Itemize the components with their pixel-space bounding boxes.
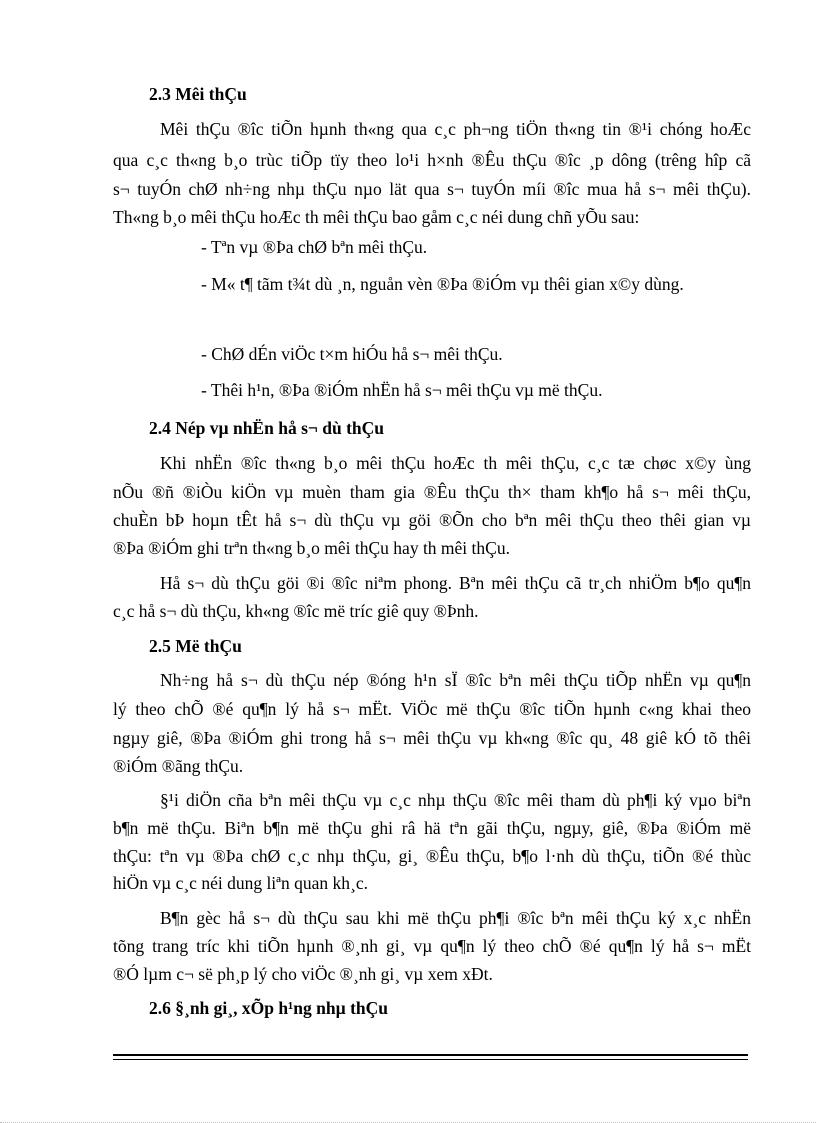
section-heading-2-4: 2.4 Nép vµ nhËn hå s¬ dù thÇu bbox=[149, 418, 385, 438]
paragraph-line: Nh÷ng hå s¬ dù thÇu nép ®óng h¹n sÏ ®îc bªn mêi thÇu tiÕp nhËn vµ qu¶n bbox=[160, 670, 751, 690]
bullet-item: - M« t¶ tãm t¾t dù ¸n, nguån vèn ®Þa ®iÓm vµ thêi gian x©y dùng. bbox=[201, 274, 684, 294]
paragraph-line: §¹i diÖn cña bªn mêi thÇu vµ c¸c nhµ thÇu ®îc mêi tham dù ph¶i ký vµo biªn bbox=[160, 790, 751, 810]
paragraph-line: ®Þa ®iÓm ghi trªn th«ng b¸o mêi thÇu hay th mêi thÇu. bbox=[113, 538, 510, 558]
bullet-item: - Thêi h¹n, ®Þa ®iÓm nhËn hå s¬ mêi thÇu vµ më thÇu. bbox=[201, 380, 603, 400]
paragraph-line: chuÈn bÞ hoµn tÊt hå s¬ dù thÇu vµ göi ®Õn cho bªn mêi thÇu theo thêi gian vµ bbox=[113, 510, 751, 530]
footer-rule-bottom bbox=[113, 1059, 748, 1060]
section-heading-2-6: 2.6 §¸nh gi¸, xÕp h¹ng nhµ thÇu bbox=[149, 998, 389, 1018]
section-heading-2-3: 2.3 Mêi thÇu bbox=[149, 84, 247, 104]
paragraph-line: Th«ng b¸o mêi thÇu hoÆc th mêi thÇu bao gåm c¸c néi dung chñ yÕu sau: bbox=[113, 207, 640, 227]
footer-rule-top bbox=[113, 1054, 748, 1056]
paragraph-line: b¶n më thÇu. Biªn b¶n më thÇu ghi râ hä tªn gãi thÇu, ngµy, giê, ®Þa ®iÓm më bbox=[113, 818, 751, 838]
paragraph-line: B¶n gèc hå s¬ dù thÇu sau khi më thÇu ph¶i ®îc bªn mêi thÇu ký x¸c nhËn bbox=[160, 908, 751, 928]
paragraph-line: ®Ó lµm c¬ së ph¸p lý cho viÖc ®¸nh gi¸ vµ xem xÐt. bbox=[113, 964, 493, 984]
paragraph-line: nÕu ®ñ ®iÒu kiÖn vµ muèn tham gia ®Êu thÇu th× tham kh¶o hå s¬ mêi thÇu, bbox=[113, 482, 751, 502]
paragraph-line: Khi nhËn ®îc th«ng b¸o mêi thÇu hoÆc th mêi thÇu, c¸c tæ chøc x©y ùng bbox=[160, 453, 751, 473]
bullet-item: - Tªn vµ ®Þa chØ bªn mêi thÇu. bbox=[201, 237, 428, 257]
section-heading-2-5: 2.5 Më thÇu bbox=[149, 636, 242, 656]
paragraph-line: lý theo chÕ ®é qu¶n lý hå s¬ mËt. ViÖc më thÇu ®îc tiÕn hµnh c«ng khai theo bbox=[113, 699, 751, 719]
paragraph-line: Hå s¬ dù thÇu göi ®i ®îc niªm phong. Bªn mêi thÇu cã tr¸ch nhiÖm b¶o qu¶n bbox=[160, 573, 751, 593]
paragraph-line: ngµy giê, ®Þa ®iÓm ghi trong hå s¬ mêi thÇu vµ kh«ng ®îc qu¸ 48 giê kÓ tõ thêi bbox=[113, 728, 751, 748]
paragraph-line: thÇu: tªn vµ ®Þa chØ c¸c nhµ thÇu, gi¸ ®Êu thÇu, b¶o l·nh dù thÇu, tiÕn ®é thùc bbox=[113, 846, 751, 866]
paragraph-line: tõng trang tríc khi tiÕn hµnh ®¸nh gi¸ vµ qu¶n lý theo chÕ ®é qu¶n lý hå s¬ mËt bbox=[113, 936, 751, 956]
paragraph-line: hiÖn vµ c¸c néi dung liªn quan kh¸c. bbox=[113, 873, 368, 893]
paragraph-line: qua c¸c th«ng b¸o trùc tiÕp tïy theo lo¹i h×nh ®Êu thÇu ®îc ¸p dông (trêng hîp cã bbox=[113, 150, 751, 170]
paragraph-line: Mêi thÇu ®îc tiÕn hµnh th«ng qua c¸c ph¬ng tiÖn th«ng tin ®¹i chóng hoÆc bbox=[160, 119, 751, 139]
paragraph-line: c¸c hå s¬ dù thÇu, kh«ng ®îc më tríc giê quy ®Þnh. bbox=[113, 601, 479, 621]
paragraph-line: s¬ tuyÓn chØ nh÷ng nhµ thÇu nµo lät qua s¬ tuyÓn míi ®îc mua hå s¬ mêi thÇu). bbox=[113, 179, 751, 199]
bullet-item: - ChØ dÉn viÖc t×m hiÓu hå s¬ mêi thÇu. bbox=[201, 344, 503, 364]
paragraph-line: ®iÓm ®ãng thÇu. bbox=[113, 756, 244, 776]
